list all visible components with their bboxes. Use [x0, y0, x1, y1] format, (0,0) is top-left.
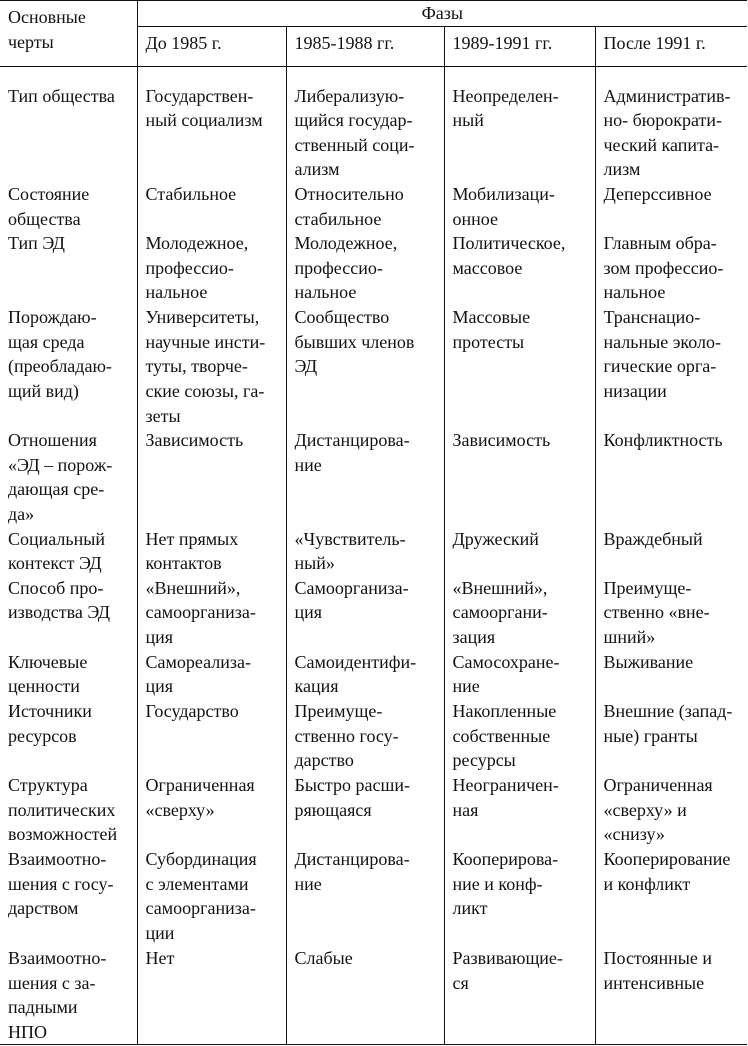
row-value: Стабильное	[137, 182, 286, 231]
table-row	[0, 946, 747, 1045]
row-feature: Ключевые ценности	[8, 651, 88, 697]
row-value: Дистанцирова- ние	[286, 428, 444, 526]
table-row	[0, 84, 747, 182]
row-value: Молодежное, профессио- нальное	[286, 231, 444, 305]
table-header	[0, 1, 747, 67]
row-feature: Отношения «ЭД – порож- дающая сре- да»	[8, 430, 113, 524]
row-value: Ограниченная «сверху»	[137, 773, 286, 847]
row-feature: Тип общества	[8, 85, 115, 106]
row-value: Быстро расши- ряющаяся	[286, 773, 444, 847]
row-value: Нет прямых контактов	[137, 527, 286, 576]
table-row	[0, 773, 747, 847]
row-value: Кооперирование и конфликт	[595, 847, 747, 946]
row-feature: Способ про- изводства ЭД	[8, 577, 111, 623]
row-value: Молодежное, профессио- нальное	[137, 231, 286, 305]
row-value: Враждебный	[595, 527, 747, 576]
row-value: Дружеский	[444, 527, 595, 576]
row-value: Неопределен- ный	[444, 84, 595, 182]
row-value: «Внешний», самооргани- зация	[444, 576, 595, 650]
row-value: Самореализа- ция	[137, 650, 286, 699]
row-value: «Внешний», самоорганиза- ция	[137, 576, 286, 650]
header-phase-1: До 1985 г.	[137, 26, 286, 66]
table-row	[0, 650, 747, 699]
row-value: Либерализую- щийся государ- ственный соци- ализм	[286, 84, 444, 182]
row-feature: Источники ресурсов	[8, 700, 92, 746]
table-row	[0, 699, 747, 773]
table-row	[0, 231, 747, 305]
header-phases: Фазы	[137, 1, 747, 27]
row-value: Государство	[137, 699, 286, 773]
row-value: Университеты, научные инсти- туты, творче- ские союзы, га- зеты	[137, 305, 286, 428]
row-value: Государствен- ный социализм	[137, 84, 286, 182]
row-feature: Взаимоотно- шения с за- падными НПО	[0, 946, 137, 1045]
row-value: Накопленные собственные ресурсы	[444, 699, 595, 773]
row-feature: Состояние общества	[8, 183, 90, 229]
row-value: Мобилизаци- онное	[444, 182, 595, 231]
table-row	[0, 428, 747, 526]
table-row	[0, 182, 747, 231]
row-value: Транснацио- нальные эколо- гические орга- низации	[595, 305, 747, 428]
row-feature: Порождаю- щая среда (преобладаю- щий вид)	[8, 307, 112, 401]
row-feature: Социальный контекст ЭД	[8, 528, 105, 574]
row-value: Выживание	[595, 650, 747, 699]
row-value: Субординация с элементами самоорганиза- ции	[137, 847, 286, 946]
row-value: Развивающие- ся	[444, 946, 595, 1045]
row-value: Преимуще- ственно «вне- шний»	[595, 576, 747, 650]
spacer-row	[0, 66, 747, 84]
table-row	[0, 576, 747, 650]
table-row	[0, 527, 747, 576]
row-value: Сообщество бывших членов ЭД	[286, 305, 444, 428]
row-value: Относительно стабильное	[286, 182, 444, 231]
row-value: Преимуще- ственно госу- дарство	[286, 699, 444, 773]
table-row	[0, 847, 747, 946]
row-value: Зависимость	[444, 428, 595, 526]
row-value: Дистанцирова- ние	[286, 847, 444, 946]
table-row	[0, 305, 747, 428]
header-row-top	[0, 1, 747, 27]
row-value: Главным обра- зом профессио- нальное	[595, 231, 747, 305]
row-value: Ограниченная «сверху» и «снизу»	[595, 773, 747, 847]
row-value: Административ- но- бюрократи- ческий капита- лизм	[595, 84, 747, 182]
row-feature: Взаимоотно- шения с госу- дарством	[8, 848, 114, 919]
row-value: Самосохране- ние	[444, 650, 595, 699]
row-value: Кооперирова- ние и конф- ликт	[444, 847, 595, 946]
header-phase-4: После 1991 г.	[595, 26, 747, 66]
header-phase-3: 1989-1991 гг.	[444, 26, 595, 66]
header-features: Основные черты	[0, 1, 137, 67]
table-body	[0, 66, 747, 1045]
header-phase-2: 1985-1988 гг.	[286, 26, 444, 66]
row-value: Внешние (запад- ные) гранты	[595, 699, 747, 773]
row-value: Неограничен- ная	[444, 773, 595, 847]
row-value: Политическое, массовое	[444, 231, 595, 305]
row-value: Массовые протесты	[444, 305, 595, 428]
row-value: Самоорганиза- ция	[286, 576, 444, 650]
row-value: Слабые	[286, 946, 444, 1045]
row-value: Конфликтность	[595, 428, 747, 526]
row-value: Зависимость	[137, 428, 286, 526]
row-feature: Тип ЭД	[8, 233, 65, 254]
row-feature: Структура политических возможностей	[8, 774, 118, 845]
row-value: Самоидентифи- кация	[286, 650, 444, 699]
row-value: «Чувствитель- ный»	[286, 527, 444, 576]
row-value: Нет	[137, 946, 286, 1045]
row-value: Постоянные и интенсивные	[595, 946, 747, 1045]
row-value: Деперссивное	[595, 182, 747, 231]
